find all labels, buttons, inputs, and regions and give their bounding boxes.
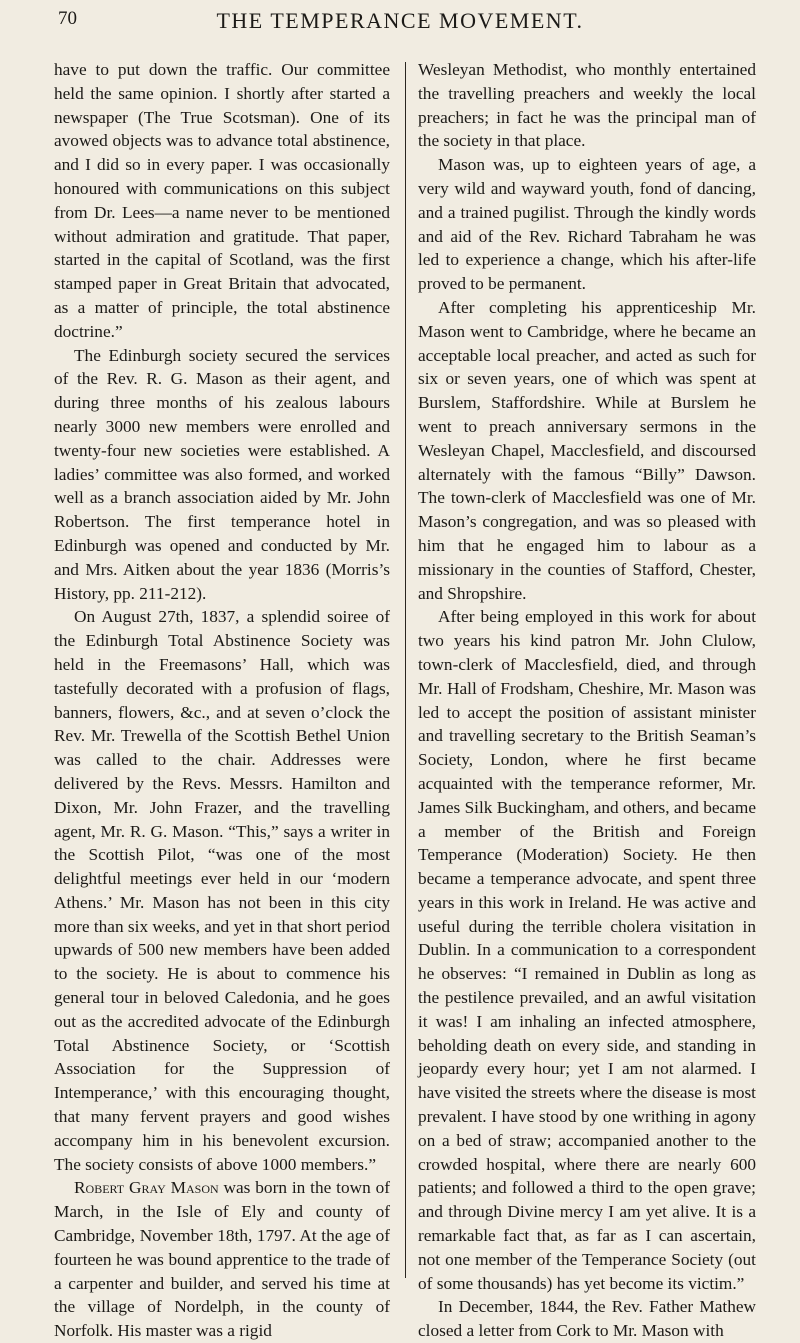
paragraph: On August 27th, 1837, a splendid soiree of the Edinburgh Total Abstinence Society was held in the Freemasons’ Hall, which was tastefully decorated with a profusion of flags, banners, flowers, &c., and at seven o’clock the Rev. Mr. Trewella of the Scottish Bethel Union was called to the chair. Addresses were delivered by the Revs. Messrs. Hamilton and Dixon, Mr. John Frazer, and the travelling agent, Mr. R. G. Mason. “This,” says a writer in the Scottish Pilot, “was one of the most delightful meetings ever held in our ‘modern Athens.’ Mr. Mason has not been in this city more than six weeks, and yet in that short period upwards of 500 new members have been added to the society. He is about to commence his general tour in beloved Caledonia, and he goes out as the accredited advocate of the Edinburgh Total Abstinence Society, or ‘Scottish Association for the Suppression of Intemperance,’ with this encouraging thought, that many fervent prayers and good wishes accompany him in his benevolent excursion. The society consists of above 1000 members.” [54,607,390,1174]
paragraph: The Edinburgh society secured the services of the Rev. R. G. Mason as their agent, and during three months of his zealous labours nearly 3000 new members were enrolled and twenty-four new societies were established. A ladies’ committee was also formed, and worked well as a branch association aided by Mr. John Robertson. The first temperance hotel in Edinburgh was opened and conducted by Mr. and Mrs. Aitken about the year 1836 (Morris’s History, pp. 211-212). [54,345,390,603]
page-number: 70 [58,8,77,29]
paragraph: After completing his apprenticeship Mr. Mason went to Cambridge, where he became an acceptable local preacher, and acted as such for six or seven years, one of which was spent at Burslem, Staffordshire. While at Burslem he went to preach anniversary sermons in the Wesleyan Chapel, Macclesfield, and discoursed alternately with the famous “Billy” Dawson. The town-clerk of Macclesfield was one of Mr. Mason’s congregation, and was so pleased with him that he engaged him to labour as a missionary in the counties of Stafford, Chester, and Shropshire. [418,297,756,603]
paragraph: have to put down the traffic. Our committee held the same opinion. I shortly after started a newspaper (The True Scotsman). One of its avowed objects was to advance total abstinence, and I did so in every paper. I was occasionally honoured with communications on this subject from Dr. Lees—a name never to be mentioned without admiration and gratitude. That paper, started in the capital of Scotland, was the first stamped paper in Great Britain that advocated, as a matter of principle, the total abstinence doctrine.” [54,60,390,341]
left-column [54,58,390,1343]
paragraph: Mason was, up to eighteen years of age, a very wild and wayward youth, fond of dancing, and a trained pugilist. Through the kindly words and aid of the Rev. Richard Tabraham he was led to experience a change, which his after-life proved to be permanent. [418,155,756,294]
paragraph: After being employed in this work for about two years his kind patron Mr. John Clulow, town-clerk of Macclesfield, died, and through Mr. Hall of Frodsham, Cheshire, Mr. Mason was led to accept the position of assistant minister and travelling secretary to the British Seaman’s Society, London, where he first became acquainted with the temperance reformer, Mr. James Silk Buckingham, and others, and became a member of the British and Foreign Temperance (Moderation) Society. He then became a temperance advocate, and spent three years in this work in Ireland. He was active and useful during the terrible cholera visitation in Dublin. In a communication to a correspondent he observes: “I remained in Dublin as long as the pestilence prevailed, and an awful visitation it was! I am inhaling an infected atmosphere, beholding death on every side, and standing in jeopardy every hour; yet I am not alarmed. I have visited the streets where the disease is most prevalent. I have stood by one writhing in agony on a bed of straw; accompanied another to the crowded hospital, where there are nearly 600 patients; and followed a third to the open grave; and through Divine mercy I am yet alive. It is a remarkable fact that, as far as I can ascertain, not one member of the Temperance Society (out of some thousands) has yet become its victim.” [418,607,756,1293]
person-name: Robert Gray Mason [74,1178,219,1198]
paragraph [54,1176,390,1343]
column-divider [405,62,406,1278]
paragraph: In December, 1844, the Rev. Father Mathew closed a letter from Cork to Mr. Mason with [418,1297,756,1341]
right-column [418,58,756,1343]
paragraph: Wesleyan Methodist, who monthly entertained the travelling preachers and weekly the local preachers; in fact he was the principal man of the society in that place. [418,60,756,151]
paragraph-text: was born in the town of March, in the Isle of Ely and county of Cambridge, November 18th, 1797. At the age of fourteen he was bound apprentice to the trade of a carpenter and builder, and served his time at the village of Nordelph, in the county of Norfolk. His master was a rigid [54,1178,390,1341]
running-head-title: THE TEMPERANCE MOVEMENT. [216,8,584,33]
